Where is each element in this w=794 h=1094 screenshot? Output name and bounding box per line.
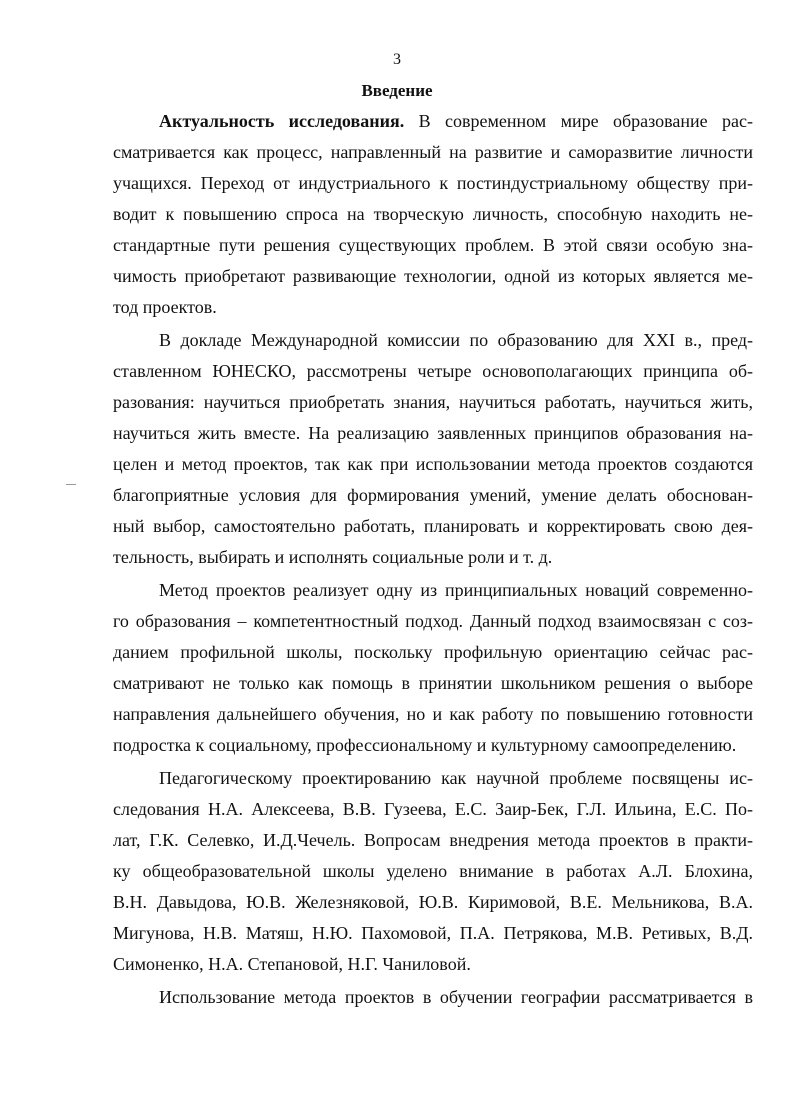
text-line: тельность, выбирать и исполнять социальные роли и т. д. bbox=[113, 547, 553, 567]
text-line: В докладе Международной комиссии по образованию для XXI в., пред- bbox=[159, 330, 753, 350]
text-line: данием профильной школы, поскольку профильную ориентацию сейчас рас- bbox=[113, 642, 753, 662]
text-line: Метод проектов реализует одну из принципиальных новаций современно- bbox=[159, 580, 753, 600]
text-line: В.Н. Давыдова, Ю.В. Железняковой, Ю.В. Киримовой, В.Е. Мельникова, В.А. bbox=[113, 892, 753, 912]
text-line: разования: научиться приобретать знания, научиться работать, научиться жить, bbox=[113, 392, 753, 412]
paragraph bbox=[113, 106, 753, 323]
text-line: целен и метод проектов, так как при использовании метода проектов создаются bbox=[113, 454, 753, 474]
text-line: ный выбор, самостоятельно работать, планировать и корректировать свою дея- bbox=[113, 516, 753, 536]
text-line: сматривается как процесс, направленный на развитие и саморазвитие личности bbox=[113, 142, 753, 162]
text-line: научиться жить вместе. На реализацию заявленных принципов образования на- bbox=[113, 423, 753, 443]
paragraph bbox=[113, 982, 753, 1013]
text-line: Использование метода проектов в обучении географии рассматривается в bbox=[159, 987, 753, 1007]
text-line: ку общеобразовательной школы уделено внимание в работах А.Л. Блохина, bbox=[113, 861, 753, 881]
text-line: Симоненко, Н.А. Степановой, Н.Г. Чаниловой. bbox=[113, 954, 471, 974]
text-line: сматривают не только как помощь в принятии школьником решения о выборе bbox=[113, 673, 753, 693]
text-line: благоприятные условия для формирования умений, умение делать обоснован- bbox=[113, 485, 753, 505]
margin-mark bbox=[66, 484, 76, 485]
page-number: 3 bbox=[393, 51, 401, 68]
text-line: чимость приобретают развивающие технологии, одной из которых является ме- bbox=[113, 266, 753, 286]
text-line: водит к повышению спроса на творческую личность, способную находить не- bbox=[113, 204, 753, 224]
text-line: Актуальность исследования. В современном мире образование рас- bbox=[159, 111, 754, 131]
paragraph bbox=[113, 575, 753, 761]
text-line: стандартные пути решения существующих проблем. В этой связи особую зна- bbox=[113, 235, 753, 255]
text-line: направления дальнейшего обучения, но и как работу по повышению готовности bbox=[113, 704, 753, 724]
text-line: го образования – компетентностный подход. Данный подход взаимосвязан с соз- bbox=[113, 611, 753, 631]
bold-lead: Актуальность исследования. bbox=[159, 111, 405, 131]
text-line: лат, Г.К. Селевко, И.Д.Чечель. Вопросам внедрения метода проектов в практи- bbox=[113, 830, 753, 850]
text-line: учащихся. Переход от индустриального к постиндустриальному обществу при- bbox=[113, 173, 753, 193]
paragraph bbox=[113, 763, 753, 980]
text-line: подростка к социальному, профессиональному и культурному самоопределению. bbox=[113, 735, 737, 755]
text-line: Педагогическому проектированию как научной проблеме посвящены ис- bbox=[159, 768, 753, 788]
text-line: Мигунова, Н.В. Матяш, Н.Ю. Пахомовой, П.А. Петрякова, М.В. Ретивых, В.Д. bbox=[113, 923, 753, 943]
text-line: следования Н.А. Алексеева, В.В. Гузеева, Е.С. Заир-Бек, Г.Л. Ильина, Е.С. По- bbox=[113, 799, 753, 819]
text-line: тод проектов. bbox=[113, 297, 217, 317]
section-heading: Введение bbox=[361, 81, 433, 100]
paragraph bbox=[113, 325, 753, 573]
text-line: ставленном ЮНЕСКО, рассмотрены четыре основополагающих принципа об- bbox=[113, 361, 753, 381]
body-text bbox=[113, 106, 753, 1013]
